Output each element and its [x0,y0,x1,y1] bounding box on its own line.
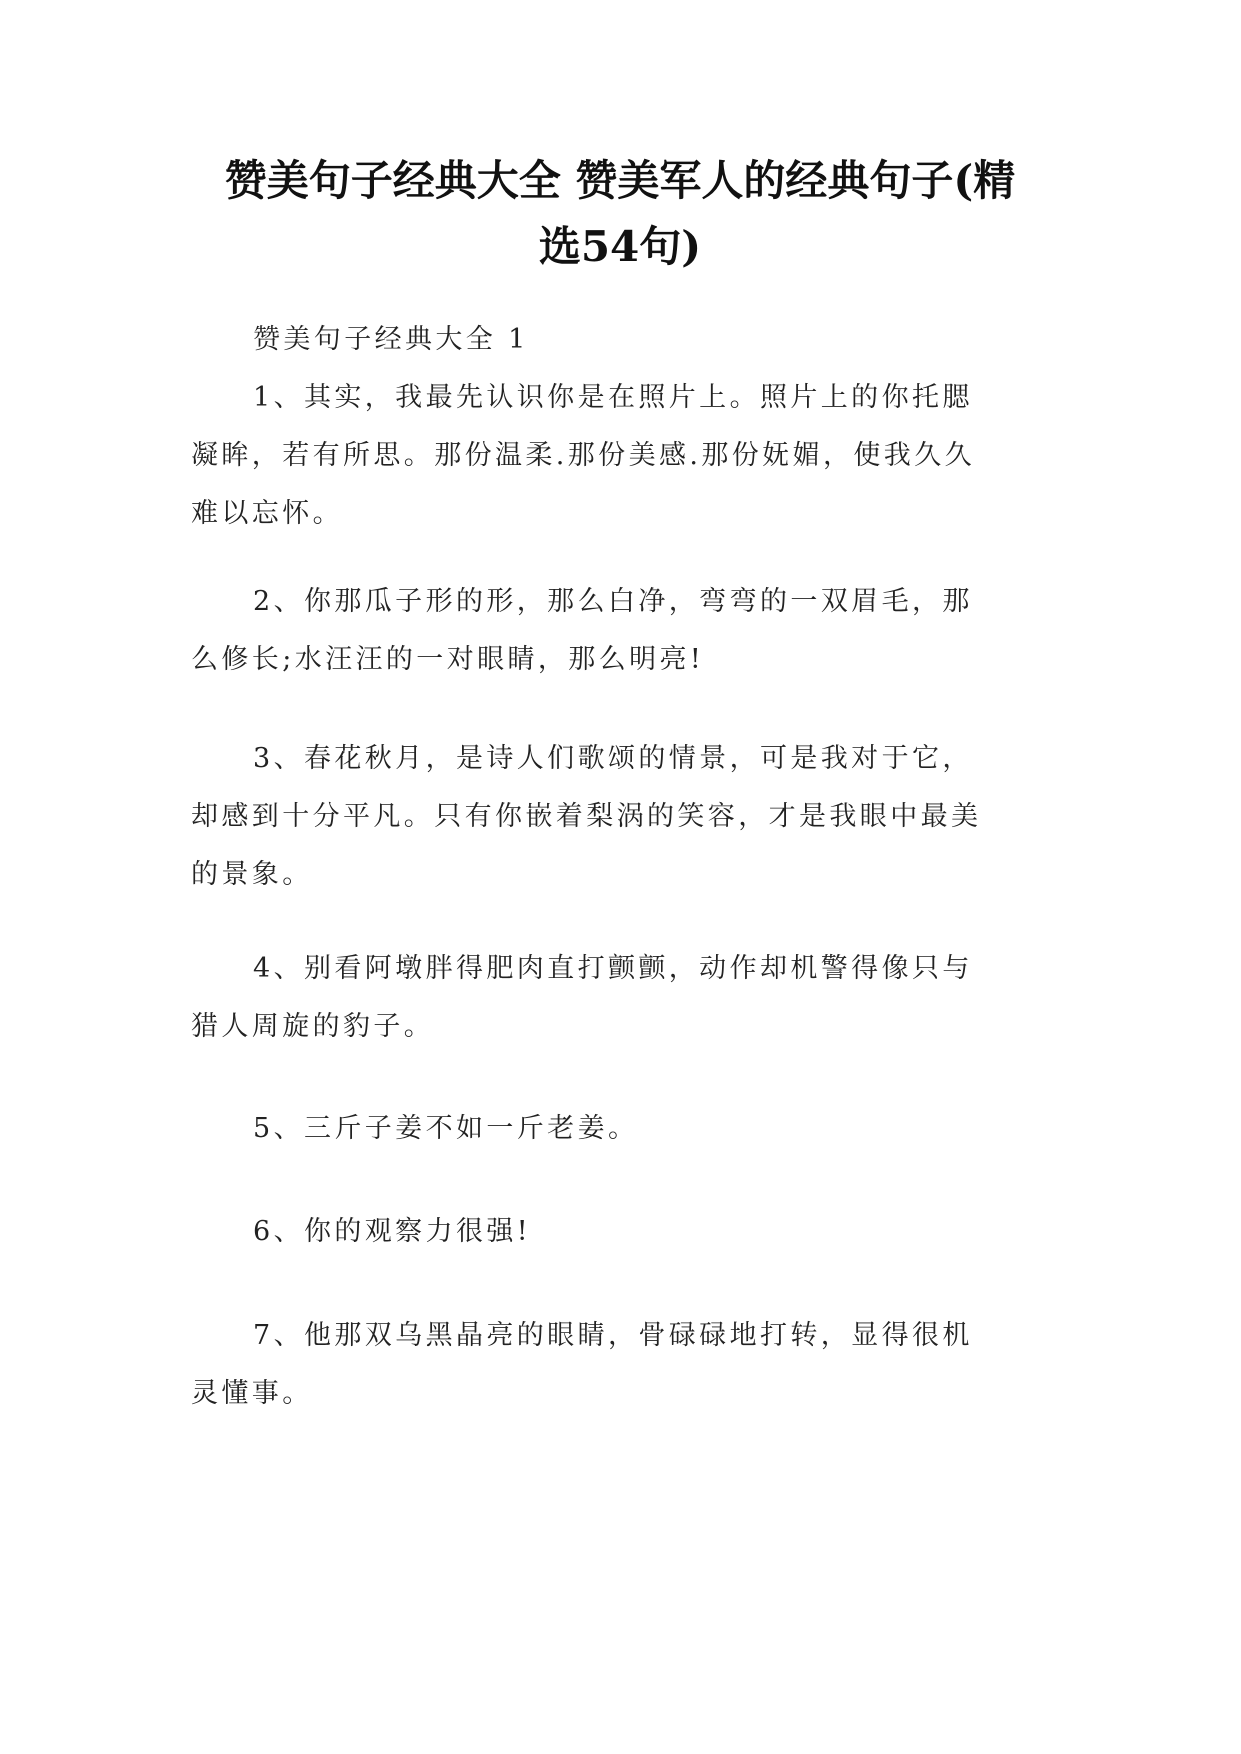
document-title [180,148,1060,280]
paragraph-line: 的景象。 [191,859,313,890]
paragraph-line: 6、你的观察力很强! [253,1216,532,1247]
paragraph-line: 5、三斤子姜不如一斤老姜。 [253,1113,639,1144]
title-line-1: 赞美句子经典大全 赞美军人的经典句子(精 [224,156,1016,205]
paragraph-line: 猎人周旋的豹子。 [191,1011,435,1042]
paragraph-line: 4、别看阿墩胖得肥肉直打颤颤，动作却机警得像只与 [253,953,973,984]
section-heading-text: 赞美句子经典大全 1 [253,324,529,355]
paragraph-5 [191,1100,1053,1158]
paragraph-7 [191,1307,1053,1423]
paragraph-2 [191,573,1053,689]
paragraph-line: 2、你那瓜子形的形，那么白净，弯弯的一双眉毛，那 [253,586,973,617]
paragraph-line: 却感到十分平凡。只有你嵌着梨涡的笑容，才是我眼中最美 [191,801,982,832]
paragraph-line: 么修长;水汪汪的一对眼睛，那么明亮! [191,644,705,675]
paragraph-line: 7、他那双乌黑晶亮的眼睛，骨碌碌地打转，显得很机 [253,1320,973,1351]
paragraph-line: 灵懂事。 [191,1378,313,1409]
paragraph-4 [191,940,1053,1056]
paragraph-3 [191,730,1053,904]
paragraph-line: 凝眸，若有所思。那份温柔.那份美感.那份妩媚，使我久久 [191,440,975,471]
paragraph-6 [191,1203,1053,1261]
paragraph-1 [191,369,1053,543]
paragraph-line: 3、春花秋月，是诗人们歌颂的情景，可是我对于它， [253,743,973,774]
paragraph-line: 1、其实，我最先认识你是在照片上。照片上的你托腮 [253,382,973,413]
section-heading [191,311,1053,369]
paragraph-line: 难以忘怀。 [191,498,343,529]
title-line-2: 选54句) [538,222,702,271]
